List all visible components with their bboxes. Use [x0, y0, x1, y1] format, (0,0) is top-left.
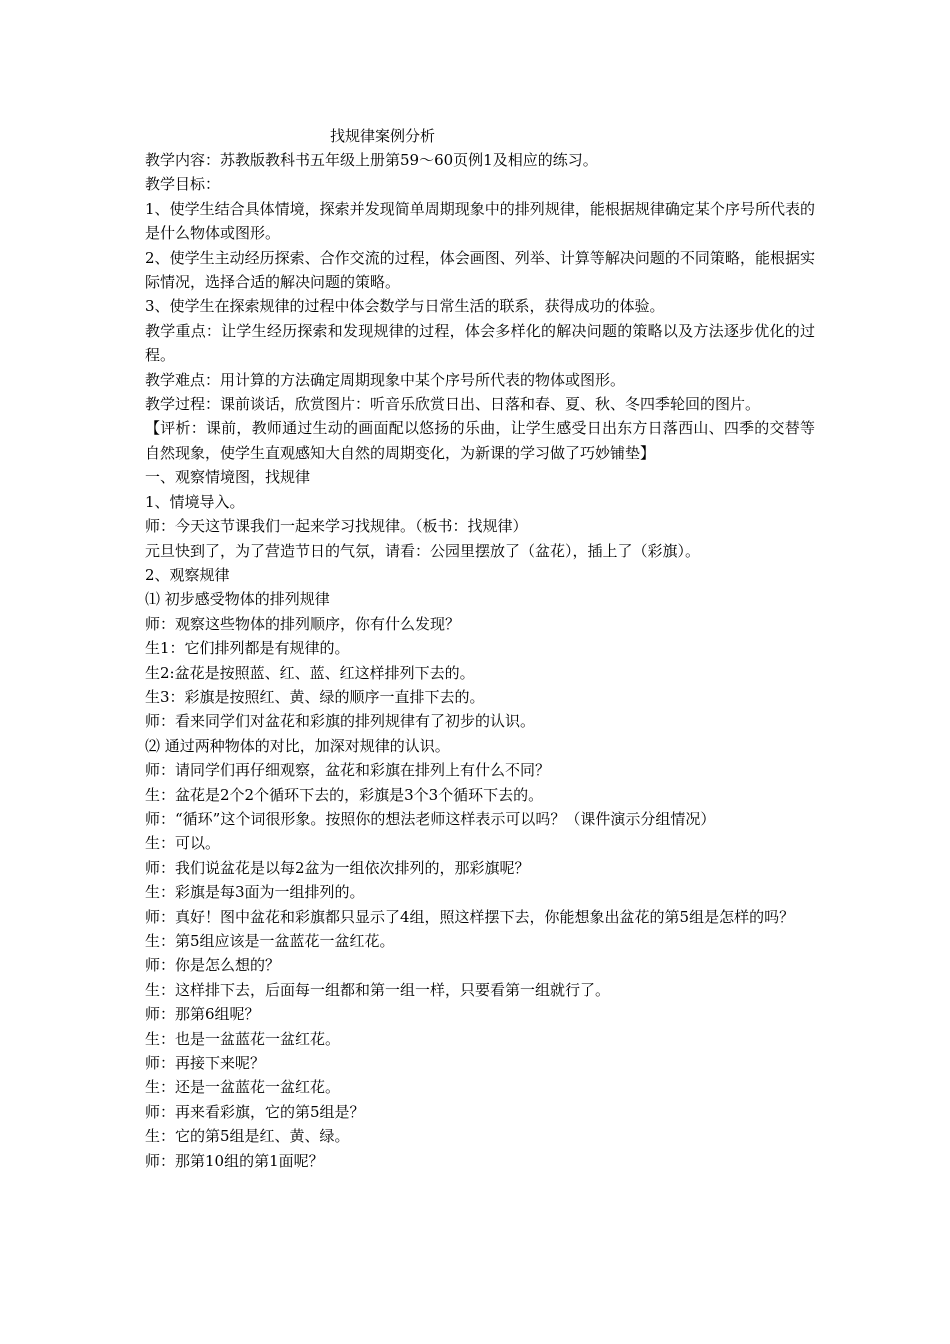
- dialogue-line: 师：请同学们再仔细观察，盆花和彩旗在排列上有什么不同？: [145, 761, 551, 780]
- dialogue-line: 生：还是一盆蓝花一盆红花。: [145, 1078, 341, 1097]
- dialogue-line: 生：也是一盆蓝花一盆红花。: [145, 1029, 341, 1048]
- dialogue-line: 师：再接下来呢？: [145, 1054, 266, 1073]
- paragraph-teaching-goals-heading: 教学目标：: [145, 175, 221, 194]
- dialogue-line: 生：它的第5组是红、黄、绿。: [145, 1127, 350, 1146]
- dialogue-line: 生：彩旗是每3面为一组排列的。: [145, 883, 365, 902]
- section-heading-1: 一、观察情境图，找规律: [145, 468, 311, 487]
- paragraph-difficulties: 教学难点：用计算的方法确定周期现象中某个序号所代表的物体或图形。: [145, 370, 626, 389]
- dialogue-line: 生：盆花是2个2个循环下去的，彩旗是3个3个循环下去的。: [145, 785, 544, 804]
- dialogue-line: 师：观察这些物体的排列顺序，你有什么发现？: [145, 614, 461, 633]
- paragraph-goal-3: 3、使学生在探索规律的过程中体会数学与日常生活的联系，获得成功的体验。: [145, 297, 665, 316]
- dialogue-line: 师：那第10组的第1面呢？: [145, 1151, 324, 1170]
- dialogue-line: 师：我们说盆花是以每2盆为一组依次排列的，那彩旗呢？: [145, 858, 530, 877]
- paragraph-goal-2: 2、使学生主动经历探索、合作交流的过程，体会画图、列举、计算等解决问题的不同策略，能根据实际情况，选择合适的解决问题的策略。: [145, 248, 815, 292]
- paragraph-process: 教学过程：课前谈话，欣赏图片：听音乐欣赏日出、日落和春、夏、秋、冬四季轮回的图片。: [145, 395, 761, 414]
- dialogue-line: 师：那第6组呢？: [145, 1005, 260, 1024]
- dialogue-line: 师：你是怎么想的？: [145, 956, 281, 975]
- subsection-heading-2: 2、观察规律: [145, 565, 230, 584]
- paragraph-teaching-content: 教学内容：苏教版教科书五年级上册第59～60页例1及相应的练习。: [145, 151, 598, 169]
- paragraph-goal-1: 1、使学生结合具体情境，探索并发现简单周期现象中的排列规律，能根据规律确定某个序号所代表的是什么物体或图形。: [145, 199, 815, 243]
- paragraph-scene: 元旦快到了，为了营造节日的气氛，请看：公园里摆放了（盆花），插上了（彩旗）。: [145, 541, 701, 560]
- dialogue-line: 生1：它们排列都是有规律的。: [145, 639, 350, 658]
- dialogue-line: 生：这样排下去，后面每一组都和第一组一样，只要看第一组就行了。: [145, 980, 611, 999]
- dialogue-line: 生3：彩旗是按照红、黄、绿的顺序一直排下去的。: [145, 687, 485, 706]
- step-heading-1: ⑴ 初步感受物体的排列规律: [145, 590, 330, 609]
- dialogue-line: 生：可以。: [145, 834, 221, 853]
- document-body: [145, 148, 815, 1173]
- dialogue-line: 生2:盆花是按照蓝、红、蓝、红这样排列下去的。: [145, 663, 475, 682]
- document-title: 找规律案例分析: [330, 127, 436, 145]
- dialogue-line: 师：再来看彩旗，它的第5组是？: [145, 1102, 365, 1121]
- dialogue-line: 师：真好！图中盆花和彩旗都只显示了4组，照这样摆下去，你能想象出盆花的第5组是怎样的吗？: [145, 907, 795, 926]
- subsection-heading-1: 1、情境导入。: [145, 492, 245, 511]
- dialogue-line: 师：“循环”这个词很形象。按照你的想法老师这样表示可以吗？（课件演示分组情况）: [145, 809, 716, 828]
- dialogue-line: 师：看来同学们对盆花和彩旗的排列规律有了初步的认识。: [145, 712, 536, 731]
- paragraph-commentary: 【评析：课前，教师通过生动的画面配以悠扬的乐曲，让学生感受日出东方日落西山、四季的交替等自然现象，使学生直观感知大自然的周期变化，为新课的学习做了巧妙铺垫】: [145, 419, 815, 462]
- dialogue-line: 生：第5组应该是一盆蓝花一盆红花。: [145, 932, 395, 950]
- step-heading-2: ⑵ 通过两种物体的对比，加深对规律的认识。: [145, 736, 450, 755]
- dialogue-line: 师：今天这节课我们一起来学习找规律。（板书：找规律）: [145, 517, 528, 536]
- paragraph-key-points: 教学重点：让学生经历探索和发现规律的过程，体会多样化的解决问题的策略以及方法逐步优化的过程。: [145, 321, 815, 365]
